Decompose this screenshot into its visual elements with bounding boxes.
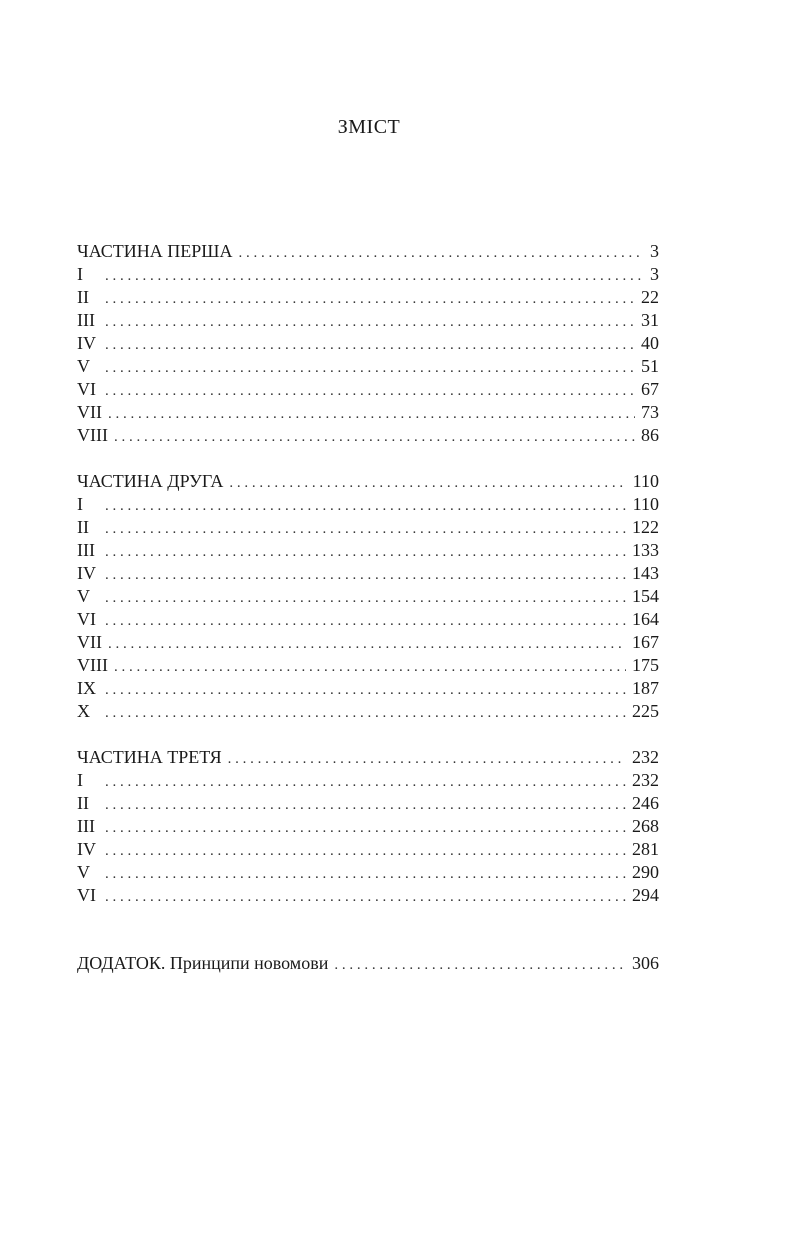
toc-part-heading-page-number: 232 xyxy=(632,747,659,767)
toc-chapter-entry-label: III xyxy=(77,310,95,330)
toc-part-heading[interactable] xyxy=(77,470,659,493)
dot-leader xyxy=(105,679,626,700)
dot-leader xyxy=(105,702,626,723)
toc-chapter-entry-page-number: 294 xyxy=(632,885,659,905)
toc-chapter-entry-label: VII xyxy=(77,632,102,652)
toc-chapter-entry-label: IX xyxy=(77,678,96,698)
toc-chapter-entry[interactable] xyxy=(77,424,659,447)
dot-leader xyxy=(228,748,626,769)
dot-leader xyxy=(105,495,627,516)
toc-part-heading[interactable] xyxy=(77,240,659,263)
dot-leader xyxy=(229,472,626,493)
dot-leader xyxy=(105,817,626,838)
toc-chapter-entry[interactable] xyxy=(77,286,659,309)
toc-chapter-entry-label: II xyxy=(77,517,89,537)
dot-leader xyxy=(105,357,635,378)
toc-appendix-entry-label: ДОДАТОК. Принципи новомови xyxy=(77,953,329,973)
toc-appendix xyxy=(77,952,659,975)
toc-chapter-entry-page-number: 281 xyxy=(632,839,659,859)
table-of-contents xyxy=(77,240,659,998)
toc-chapter-entry-label: V xyxy=(77,586,90,606)
toc-chapter-entry-page-number: 268 xyxy=(632,816,659,836)
toc-chapter-entry[interactable] xyxy=(77,309,659,332)
toc-chapter-entry-page-number: 187 xyxy=(632,678,659,698)
toc-part-heading-label: ЧАСТИНА ТРЕТЯ xyxy=(77,747,222,767)
toc-chapter-entry-label: II xyxy=(77,287,89,307)
toc-chapter-entry-page-number: 86 xyxy=(641,425,659,445)
toc-part-heading-page-number: 110 xyxy=(632,471,659,491)
toc-chapter-entry-label: III xyxy=(77,540,95,560)
toc-chapter-entry[interactable] xyxy=(77,654,659,677)
dot-leader xyxy=(238,242,644,263)
toc-chapter-entry-page-number: 175 xyxy=(632,655,659,675)
toc-chapter-entry[interactable] xyxy=(77,608,659,631)
toc-chapter-entry-label: II xyxy=(77,793,89,813)
toc-chapter-entry[interactable] xyxy=(77,332,659,355)
toc-part-1 xyxy=(77,240,659,447)
toc-chapter-entry-page-number: 3 xyxy=(650,264,659,284)
page-title: ЗМІСТ xyxy=(337,116,401,138)
toc-chapter-entry[interactable] xyxy=(77,792,659,815)
toc-chapter-entry-page-number: 31 xyxy=(641,310,659,330)
toc-chapter-entry-label: V xyxy=(77,862,90,882)
toc-chapter-entry-page-number: 246 xyxy=(632,793,659,813)
toc-chapter-entry-label: VI xyxy=(77,609,96,629)
dot-leader xyxy=(105,311,635,332)
toc-chapter-entry-label: V xyxy=(77,356,90,376)
toc-chapter-entry-label: IV xyxy=(77,333,96,353)
dot-leader xyxy=(105,541,626,562)
toc-chapter-entry[interactable] xyxy=(77,516,659,539)
toc-chapter-entry[interactable] xyxy=(77,884,659,907)
toc-chapter-entry-page-number: 122 xyxy=(632,517,659,537)
dot-leader xyxy=(105,334,635,355)
dot-leader xyxy=(114,656,626,677)
toc-appendix-entry[interactable] xyxy=(77,952,659,975)
toc-chapter-entry[interactable] xyxy=(77,838,659,861)
toc-chapter-entry-page-number: 22 xyxy=(641,287,659,307)
toc-chapter-entry[interactable] xyxy=(77,769,659,792)
toc-chapter-entry[interactable] xyxy=(77,263,659,286)
dot-leader xyxy=(105,840,626,861)
toc-chapter-entry-label: VI xyxy=(77,379,96,399)
toc-chapter-entry[interactable] xyxy=(77,401,659,424)
dot-leader xyxy=(105,564,626,585)
toc-chapter-entry[interactable] xyxy=(77,585,659,608)
toc-chapter-entry-label: X xyxy=(77,701,90,721)
toc-chapter-entry-page-number: 290 xyxy=(632,862,659,882)
toc-chapter-entry[interactable] xyxy=(77,677,659,700)
toc-appendix-entry-page-number: 306 xyxy=(632,953,659,973)
dot-leader xyxy=(105,610,626,631)
toc-chapter-entry[interactable] xyxy=(77,861,659,884)
toc-chapter-entry-label: VIII xyxy=(77,655,108,675)
toc-part-3 xyxy=(77,746,659,907)
toc-part-heading-page-number: 3 xyxy=(650,241,659,261)
toc-chapter-entry-page-number: 67 xyxy=(641,379,659,399)
dot-leader xyxy=(108,633,626,654)
toc-chapter-entry-page-number: 110 xyxy=(632,494,659,514)
toc-chapter-entry-page-number: 133 xyxy=(632,540,659,560)
dot-leader xyxy=(105,794,626,815)
toc-chapter-entry-label: III xyxy=(77,816,95,836)
toc-chapter-entry-label: I xyxy=(77,494,83,514)
toc-chapter-entry-page-number: 164 xyxy=(632,609,659,629)
toc-chapter-entry-label: IV xyxy=(77,563,96,583)
toc-chapter-entry-page-number: 40 xyxy=(641,333,659,353)
toc-chapter-entry-label: IV xyxy=(77,839,96,859)
toc-chapter-entry[interactable] xyxy=(77,631,659,654)
dot-leader xyxy=(334,954,626,975)
dot-leader xyxy=(105,380,635,401)
toc-part-heading[interactable] xyxy=(77,746,659,769)
toc-part-heading-label: ЧАСТИНА ПЕРША xyxy=(77,241,233,261)
dot-leader xyxy=(105,587,626,608)
toc-chapter-entry[interactable] xyxy=(77,562,659,585)
toc-chapter-entry-page-number: 143 xyxy=(632,563,659,583)
dot-leader xyxy=(105,265,644,286)
dot-leader xyxy=(105,518,626,539)
toc-chapter-entry-label: I xyxy=(77,264,83,284)
toc-part-heading-label: ЧАСТИНА ДРУГА xyxy=(77,471,224,491)
dot-leader xyxy=(105,863,626,884)
toc-chapter-entry[interactable] xyxy=(77,378,659,401)
toc-chapter-entry-label: VI xyxy=(77,885,96,905)
toc-chapter-entry-label: I xyxy=(77,770,83,790)
toc-chapter-entry-label: VIII xyxy=(77,425,108,445)
toc-chapter-entry-page-number: 154 xyxy=(632,586,659,606)
dot-leader xyxy=(114,426,635,447)
toc-chapter-entry-page-number: 73 xyxy=(641,402,659,422)
toc-chapter-entry-page-number: 232 xyxy=(632,770,659,790)
toc-chapter-entry[interactable] xyxy=(77,355,659,378)
toc-chapter-entry[interactable] xyxy=(77,815,659,838)
toc-chapter-entry-page-number: 167 xyxy=(632,632,659,652)
toc-chapter-entry-page-number: 51 xyxy=(641,356,659,376)
dot-leader xyxy=(105,771,626,792)
dot-leader xyxy=(105,886,626,907)
toc-chapter-entry-label: VII xyxy=(77,402,102,422)
dot-leader xyxy=(108,403,635,424)
toc-chapter-entry[interactable] xyxy=(77,539,659,562)
toc-part-2 xyxy=(77,470,659,723)
toc-chapter-entry-page-number: 225 xyxy=(632,701,659,721)
dot-leader xyxy=(105,288,635,309)
toc-chapter-entry[interactable] xyxy=(77,493,659,516)
toc-chapter-entry[interactable] xyxy=(77,700,659,723)
